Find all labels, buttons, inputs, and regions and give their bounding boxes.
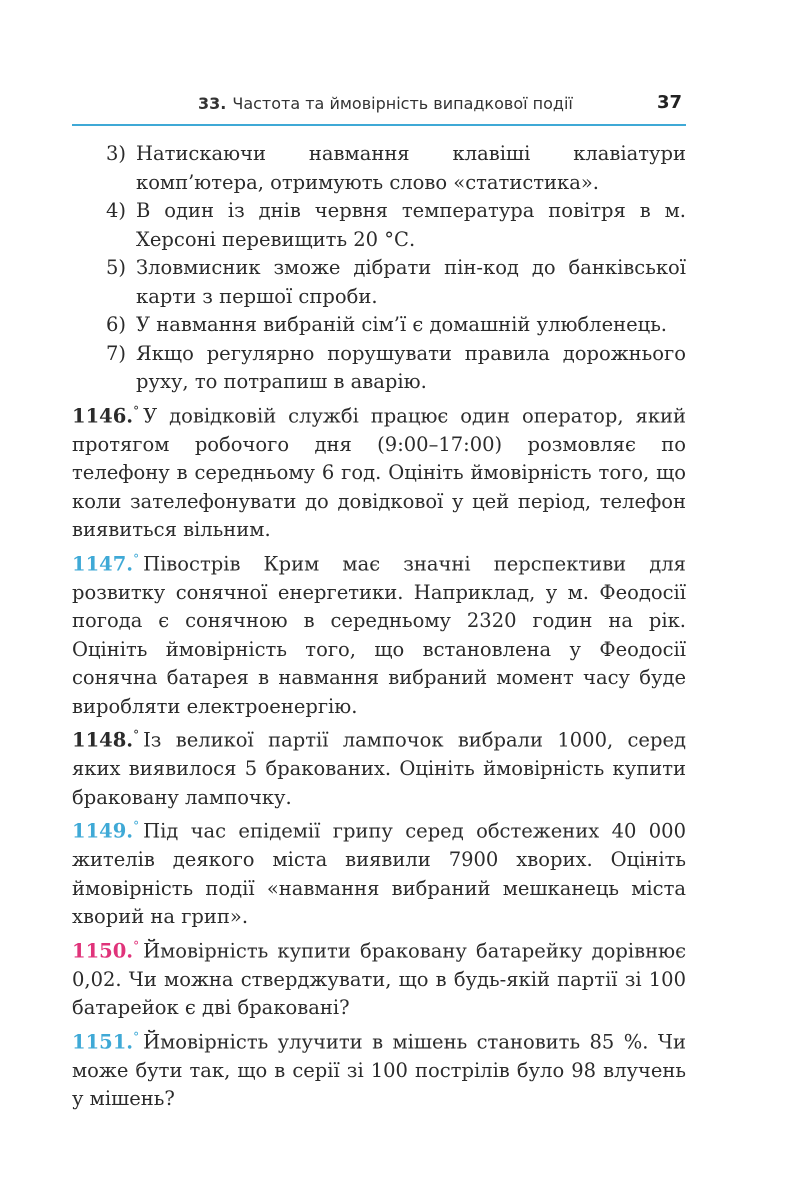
item-number: 7) xyxy=(106,341,127,365)
difficulty-mark: ° xyxy=(133,551,140,566)
problem-text: Ймовірність улучити в мішень становить 85 %. Чи може бути так, що в серії зі 100 пострілів було 98 влучень у мішень? xyxy=(72,1030,686,1110)
item-text: Зловмисник зможе дібрати пін-код до банківської карти з першої спроби. xyxy=(136,256,686,308)
problem-text: У довідковій службі працює один оператор, який протягом робочого дня (9:00–17:00) розмовляє по телефону в середньому 6 год. Оцініть ймовірність того, що коли зателефонувати до довідкової у цей період, телефон виявиться вільним. xyxy=(72,404,686,541)
difficulty-mark: ° xyxy=(133,728,140,742)
problem-text: Під час епідемії грипу серед обстежених 40 000 жителів деякого міста виявили 7900 хворих. Оцініть ймовірність події «навмання вибраний мешканець міста хворий на грип». xyxy=(72,819,686,928)
item-text: Якщо регулярно порушувати правила дорожнього руху, то потрапиш в аварію. xyxy=(136,341,686,393)
problem-1150 xyxy=(72,932,686,1023)
problem-1147 xyxy=(72,545,686,722)
page-number: 37 xyxy=(656,92,682,113)
item-text: У навмання вибраній сім’ї є домашній улюбленець. xyxy=(136,313,668,336)
problem-text: Із великої партії лампочок вибрали 1000, серед яких виявилося 5 бракованих. Оцініть ймовірність купити браковану лампочку. xyxy=(72,728,686,809)
item-number: 5) xyxy=(106,256,127,279)
difficulty-mark: ° xyxy=(133,819,140,833)
problem-1148 xyxy=(72,721,686,812)
problem-number: 1150. xyxy=(72,939,134,962)
list-item xyxy=(72,254,686,311)
difficulty-mark: ° xyxy=(133,1029,140,1044)
difficulty-mark: ° xyxy=(133,403,140,418)
problem-text: Ймовірність купити браковану батарейку дорівнює 0,02. Чи можна стверджувати, що в будь-якій партії зі 100 батарейок є дві браковані? xyxy=(72,939,686,1019)
section-title-text: Частота та ймовірність випадкової події xyxy=(232,94,573,113)
problem-number: 1151. xyxy=(72,1030,134,1053)
list-item xyxy=(72,197,686,254)
problem-number: 1148. xyxy=(72,728,134,752)
item-text: Натискаючи навмання клавіші клавіатури комп’ютера, отримують слово «статистика». xyxy=(136,142,686,194)
section-number: 33. xyxy=(198,94,227,113)
problem-number: 1149. xyxy=(72,819,134,843)
list-item xyxy=(72,140,686,197)
problem-number: 1147. xyxy=(72,552,134,575)
problem-1149 xyxy=(72,812,686,932)
list-item xyxy=(72,311,686,340)
problem-number: 1146. xyxy=(72,404,134,427)
list-item xyxy=(72,340,686,397)
item-number: 6) xyxy=(106,313,127,336)
item-number: 4) xyxy=(106,199,127,222)
item-number: 3) xyxy=(106,142,127,165)
page-header xyxy=(72,92,686,126)
problem-1151 xyxy=(72,1023,686,1114)
item-text: В один із днів червня температура повітря в м. Херсоні перевищить 20 °С. xyxy=(136,199,686,251)
problem-1146 xyxy=(72,397,686,545)
page-content xyxy=(72,140,686,1114)
section-title xyxy=(198,94,573,113)
problem-text: Півострів Крим має значні перспективи для розвитку сонячної енергетики. Наприклад, у м. Феодосії погода є сонячною в середньому 2320 годин на рік. Оцініть ймовірність того, що встановлена у Феодосії сонячна батарея в навмання вибраний момент часу буде виробляти електроенергію. xyxy=(72,552,686,718)
answer-options-list xyxy=(72,140,686,397)
difficulty-mark: ° xyxy=(133,938,140,953)
